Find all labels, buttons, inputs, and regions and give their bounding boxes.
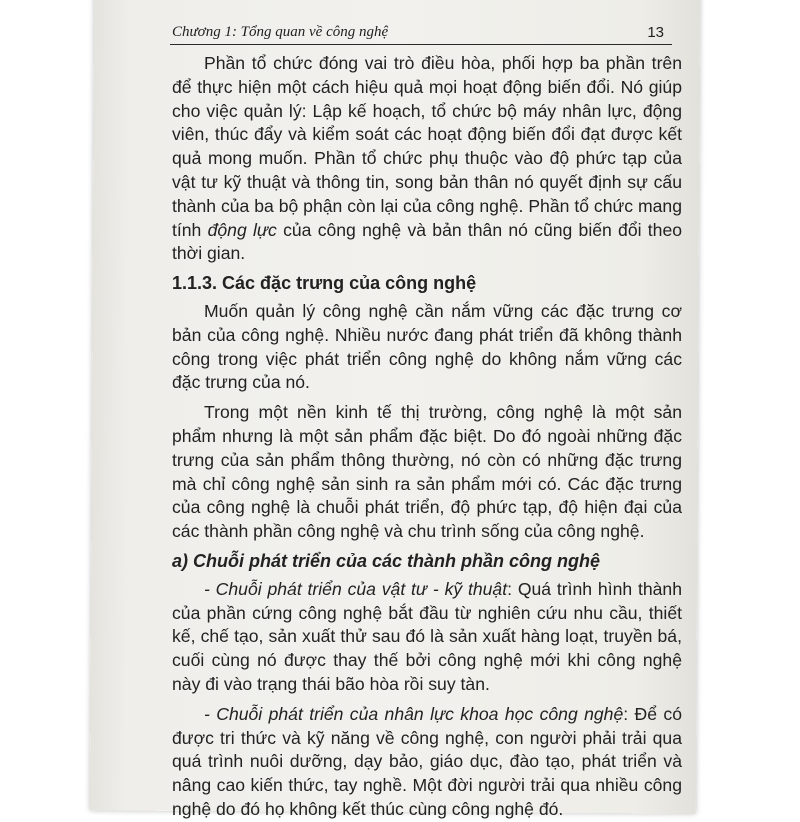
- emphasis-text: - Chuỗi phát triển của nhân lực khoa học công nghệ: [204, 703, 624, 724]
- paragraph-market: Trong một nền kinh tế thị trường, công nghệ là một sản phẩm nhưng là một sản phẩm đặc biệt. Do đó ngoài những đặc trưng của sản phẩm thông thường, nó còn có những đặc trưng mà chỉ công nghệ sản sinh ra sản phẩm mới có. Các đặc trưng của công nghệ là chuỗi phát triển, độ phức tạp, độ hiện đại của các thành phần công nghệ và chu trình sống của công nghệ.: [172, 402, 682, 542]
- paragraph-intro: Muốn quản lý công nghệ cần nắm vững các đặc trưng cơ bản của công nghệ. Nhiều nước đang phát triển đã không thành công trong việc phát triển công nghệ do không nắm vững các đặc trưng của nó.: [172, 300, 682, 393]
- paragraph-organization: [172, 52, 682, 266]
- emphasis-text: động lực: [207, 219, 277, 240]
- paragraph-human-chain: [172, 703, 682, 822]
- chapter-title: Chương 1: Tổng quan về công nghệ: [172, 24, 389, 40]
- section-heading: 1.1.3. Các đặc trưng của công nghệ: [172, 273, 477, 294]
- running-header: [82, 24, 672, 50]
- paragraph-text: : Quá trình hình thành của phần cứng công nghệ bắt đầu từ nghiên cứu nhu cầu, thiết kế, chế tạo, sản xuất thử sau đó là sản xuất hàng loạt, truyền bá, cuối cùng nó được thay thế bởi công nghệ mới khi công nghệ này đi vào trạng thái bão hòa rồi suy tàn.: [172, 578, 682, 694]
- paragraph-text: Phần tổ chức đóng vai trò điều hòa, phối hợp ba phần trên để thực hiện một cách hiệu quả mọi hoạt động biến đổi. Nó giúp cho việc quản lý: Lập kế hoạch, tổ chức bộ máy nhân lực, động viên, thúc đẩy và kiểm soát các hoạt động biến đổi đạt được kết quả mong muốn. Phần tổ chức phụ thuộc vào độ phức tạp của vật tư kỹ thuật và thông tin, song bản thân nó quyết định sự cấu thành của ba bộ phận còn lại của công nghệ. Phần tổ chức mang tính: [172, 53, 682, 240]
- emphasis-text: - Chuỗi phát triển của vật tư - kỹ thuật: [204, 578, 508, 599]
- paragraph-text: : Để có được tri thức và kỹ năng về công nghệ, con người phải trải qua quá trình nuôi dưỡng, dạy bảo, giáo dục, đào tạo, phát triển và nâng cao kiến thức, tay nghề. Một đời người trải qua nhiều công nghệ do đó họ không kết thúc cùng công nghệ đó.: [172, 703, 682, 819]
- subsection-heading: a) Chuỗi phát triển của các thành phần công nghệ: [172, 550, 601, 571]
- page-body: [172, 48, 682, 822]
- header-rule: [170, 44, 672, 45]
- paragraph-text: của công nghệ và bản thân nó cũng biến đổi theo thời gian.: [172, 219, 683, 264]
- paragraph-material-chain: [172, 578, 682, 697]
- page-number: 13: [647, 24, 664, 41]
